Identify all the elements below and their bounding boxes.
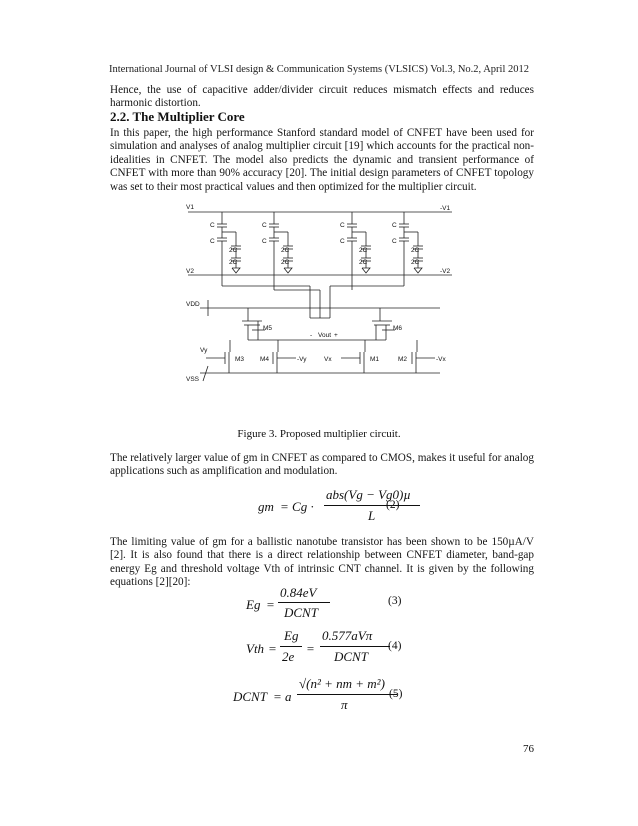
equation-4: Vth = Eg 2e = 0.577aVπ DCNT (4)	[246, 628, 402, 664]
eq2-lhs: gm	[258, 499, 274, 514]
label-v1: V1	[186, 204, 194, 211]
label-cap-2c-4: 2C	[411, 247, 420, 254]
paragraph-model: In this paper, the high performance Stanford standard model of CNFET have been used for simulation and analyses of analog multiplier circuit [19] which accounts for the practical non-idealities in CNFET. The model also predicts the dynamic and transient performance of CNFET with more than 90% accuracy [20]. The initial design parameters of CNFET topology was set to their most practical values and then optimized for the multiplier circuit.	[110, 127, 534, 193]
label-neg-v1: -V1	[440, 205, 451, 212]
equation-2	[258, 486, 498, 526]
eq5-fraction-bar	[297, 694, 397, 695]
eq3-number: (3)	[388, 595, 402, 607]
eq3-denominator: DCNT	[284, 605, 318, 620]
label-vout-minus: -	[310, 332, 313, 339]
label-neg-vx: -Vx	[436, 356, 446, 363]
label-m1: M1	[370, 356, 380, 363]
label-cap-2c-2: 2C	[281, 247, 290, 254]
label-cap-c-1: C	[210, 222, 215, 229]
label-cap-c-2: C	[262, 222, 267, 229]
label-vx: Vx	[324, 356, 332, 363]
label-cap-2c-1: 2C	[229, 247, 238, 254]
label-cap-2c-3: 2C	[359, 247, 368, 254]
eq4-lhs: Vth	[246, 641, 265, 656]
eq2-mid: = Cg ·	[280, 499, 314, 514]
label-vout-plus: +	[334, 332, 338, 339]
eq4-den1: 2e	[282, 649, 295, 664]
eq5-numerator: √(n² + nm + m²)	[299, 676, 385, 691]
eq3-fraction-bar	[278, 602, 330, 603]
section-title: 2.2. The Multiplier Core	[110, 109, 245, 124]
label-cap-c-3: C	[340, 222, 345, 229]
paragraph-gm: The relatively larger value of gm in CNFET as compared to CMOS, makes it useful for analog applications such as amplification and modulation.	[110, 452, 534, 478]
eq5-mid: = a	[273, 689, 292, 704]
label-v2: V2	[186, 268, 194, 275]
label-neg-v2: -V2	[440, 268, 451, 275]
label-vss: VSS	[186, 376, 200, 383]
label-cap-2c-5: 2C	[229, 259, 238, 266]
label-m3: M3	[235, 356, 245, 363]
label-cap-2c-8: 2C	[411, 259, 420, 266]
equation-5	[233, 676, 493, 716]
eq3-numerator: 0.84eV	[280, 585, 317, 600]
label-cap-2c-7: 2C	[359, 259, 368, 266]
label-m4: M4	[260, 356, 270, 363]
eq4-den2: DCNT	[334, 649, 368, 664]
label-m2: M2	[398, 356, 408, 363]
running-header: International Journal of VLSI design & Communication Systems (VLSICS) Vol.3, No.2, April 2012	[109, 64, 529, 75]
label-m6: M6	[393, 325, 403, 332]
eq2-fraction-bar	[324, 505, 420, 506]
label-cap-2c-6: 2C	[281, 259, 290, 266]
eq3-lhs: Eg	[246, 597, 261, 612]
label-cap-c-4: C	[392, 222, 397, 229]
eq4-number: (4)	[388, 640, 402, 652]
label-vout: Vout	[318, 332, 332, 339]
eq5-number: (5)	[389, 688, 403, 700]
paragraph-limit: The limiting value of gm for a ballistic nanotube transistor has been shown to be 150µA/V [2]. It is also found that there is a direct relationship between CNFET diameter, band-gap energy Eg and threshold voltage Vth of intrinsic CNT channel. It is given by the following equations [2][20]:	[110, 536, 534, 589]
multiplier-circuit-figure	[170, 200, 470, 388]
intro-paragraph: Hence, the use of capacitive adder/divider circuit reduces mismatch effects and reduces harmonic distortion.	[110, 84, 534, 110]
label-cap-c-6: C	[262, 238, 267, 245]
eq4-fraction-bar-1	[280, 646, 302, 647]
figure-caption: Figure 3. Proposed multiplier circuit.	[237, 428, 401, 440]
label-cap-c-5: C	[210, 238, 215, 245]
equation-3: Eg = 0.84eV DCNT (3)	[246, 585, 402, 620]
eq2-number: (2)	[386, 499, 400, 511]
eq4-num2: 0.577aVπ	[322, 628, 373, 643]
label-vdd: VDD	[186, 301, 200, 308]
label-cap-c-7: C	[340, 238, 345, 245]
label-neg-vy: -Vy	[297, 356, 307, 363]
eq5-denominator: π	[341, 697, 348, 712]
eq2-numerator: abs(Vg − Vg0)µ	[326, 487, 411, 502]
eq2-denominator: L	[368, 508, 376, 523]
eq5-lhs: DCNT	[233, 689, 267, 704]
eq4-num1: Eg	[284, 628, 299, 643]
page-number: 76	[523, 743, 534, 755]
label-cap-c-8: C	[392, 238, 397, 245]
label-vy: Vy	[200, 347, 208, 354]
eq4-fraction-bar-2	[320, 646, 390, 647]
label-m5: M5	[263, 325, 273, 332]
